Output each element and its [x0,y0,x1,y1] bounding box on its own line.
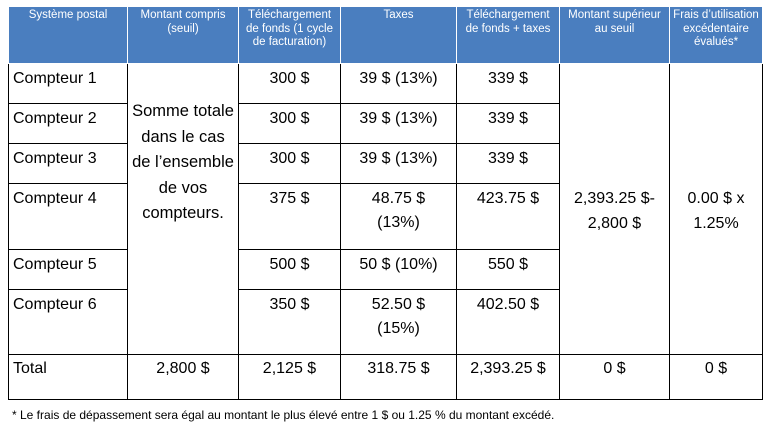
meter-total: 550 $ [457,250,560,290]
meter-taxes: 39 $ (13%) [341,104,457,144]
header-download: Téléchargement de fonds (1 cycle de facturation) [239,7,341,64]
meter-total: 339 $ [457,64,560,104]
header-postal-system: Système postal [9,7,128,64]
meter-name: Compteur 4 [9,184,128,250]
header-above-threshold: Montant supérieur au seuil [560,7,670,64]
meter-taxes: 50 $ (10%) [341,250,457,290]
meter-download: 500 $ [239,250,341,290]
header-row [9,7,763,64]
footnote: * Le frais de dépassement sera égal au montant le plus élevé entre 1 $ ou 1.25 % du montant excédé. [12,408,555,422]
excess-fee-value: 0.00 $ x 1.25% [670,64,763,355]
table-row [9,64,763,104]
meter-download: 300 $ [239,144,341,184]
meter-taxes: 52.50 $ (15%) [341,290,457,355]
total-download-plus-taxes: 2,393.25 $ [457,355,560,400]
meter-download: 300 $ [239,64,341,104]
meter-total: 339 $ [457,104,560,144]
meter-total: 423.75 $ [457,184,560,250]
above-threshold-value: 2,393.25 $- 2,800 $ [560,64,670,355]
total-above-threshold: 0 $ [560,355,670,400]
meter-name: Compteur 1 [9,64,128,104]
meter-download: 300 $ [239,104,341,144]
total-taxes: 318.75 $ [341,355,457,400]
fee-table [8,6,763,400]
meter-taxes: 39 $ (13%) [341,144,457,184]
meter-name: Compteur 6 [9,290,128,355]
meter-total: 402.50 $ [457,290,560,355]
meter-name: Compteur 5 [9,250,128,290]
header-taxes: Taxes [341,7,457,64]
total-row [9,355,763,400]
total-download: 2,125 $ [239,355,341,400]
threshold-note: Somme totale dans le cas de l’ensemble de vos compteurs. [128,64,239,355]
header-excess-fee: Frais d’utilisation excédentaire évalués* [670,7,763,64]
total-threshold: 2,800 $ [128,355,239,400]
meter-taxes: 39 $ (13%) [341,64,457,104]
meter-name: Compteur 2 [9,104,128,144]
meter-download: 375 $ [239,184,341,250]
meter-name: Compteur 3 [9,144,128,184]
header-threshold: Montant compris (seuil) [128,7,239,64]
total-excess-fee: 0 $ [670,355,763,400]
total-label: Total [9,355,128,400]
meter-taxes: 48.75 $ (13%) [341,184,457,250]
fee-table-container [8,6,762,400]
meter-total: 339 $ [457,144,560,184]
meter-download: 350 $ [239,290,341,355]
header-download-plus-taxes: Téléchargement de fonds + taxes [457,7,560,64]
